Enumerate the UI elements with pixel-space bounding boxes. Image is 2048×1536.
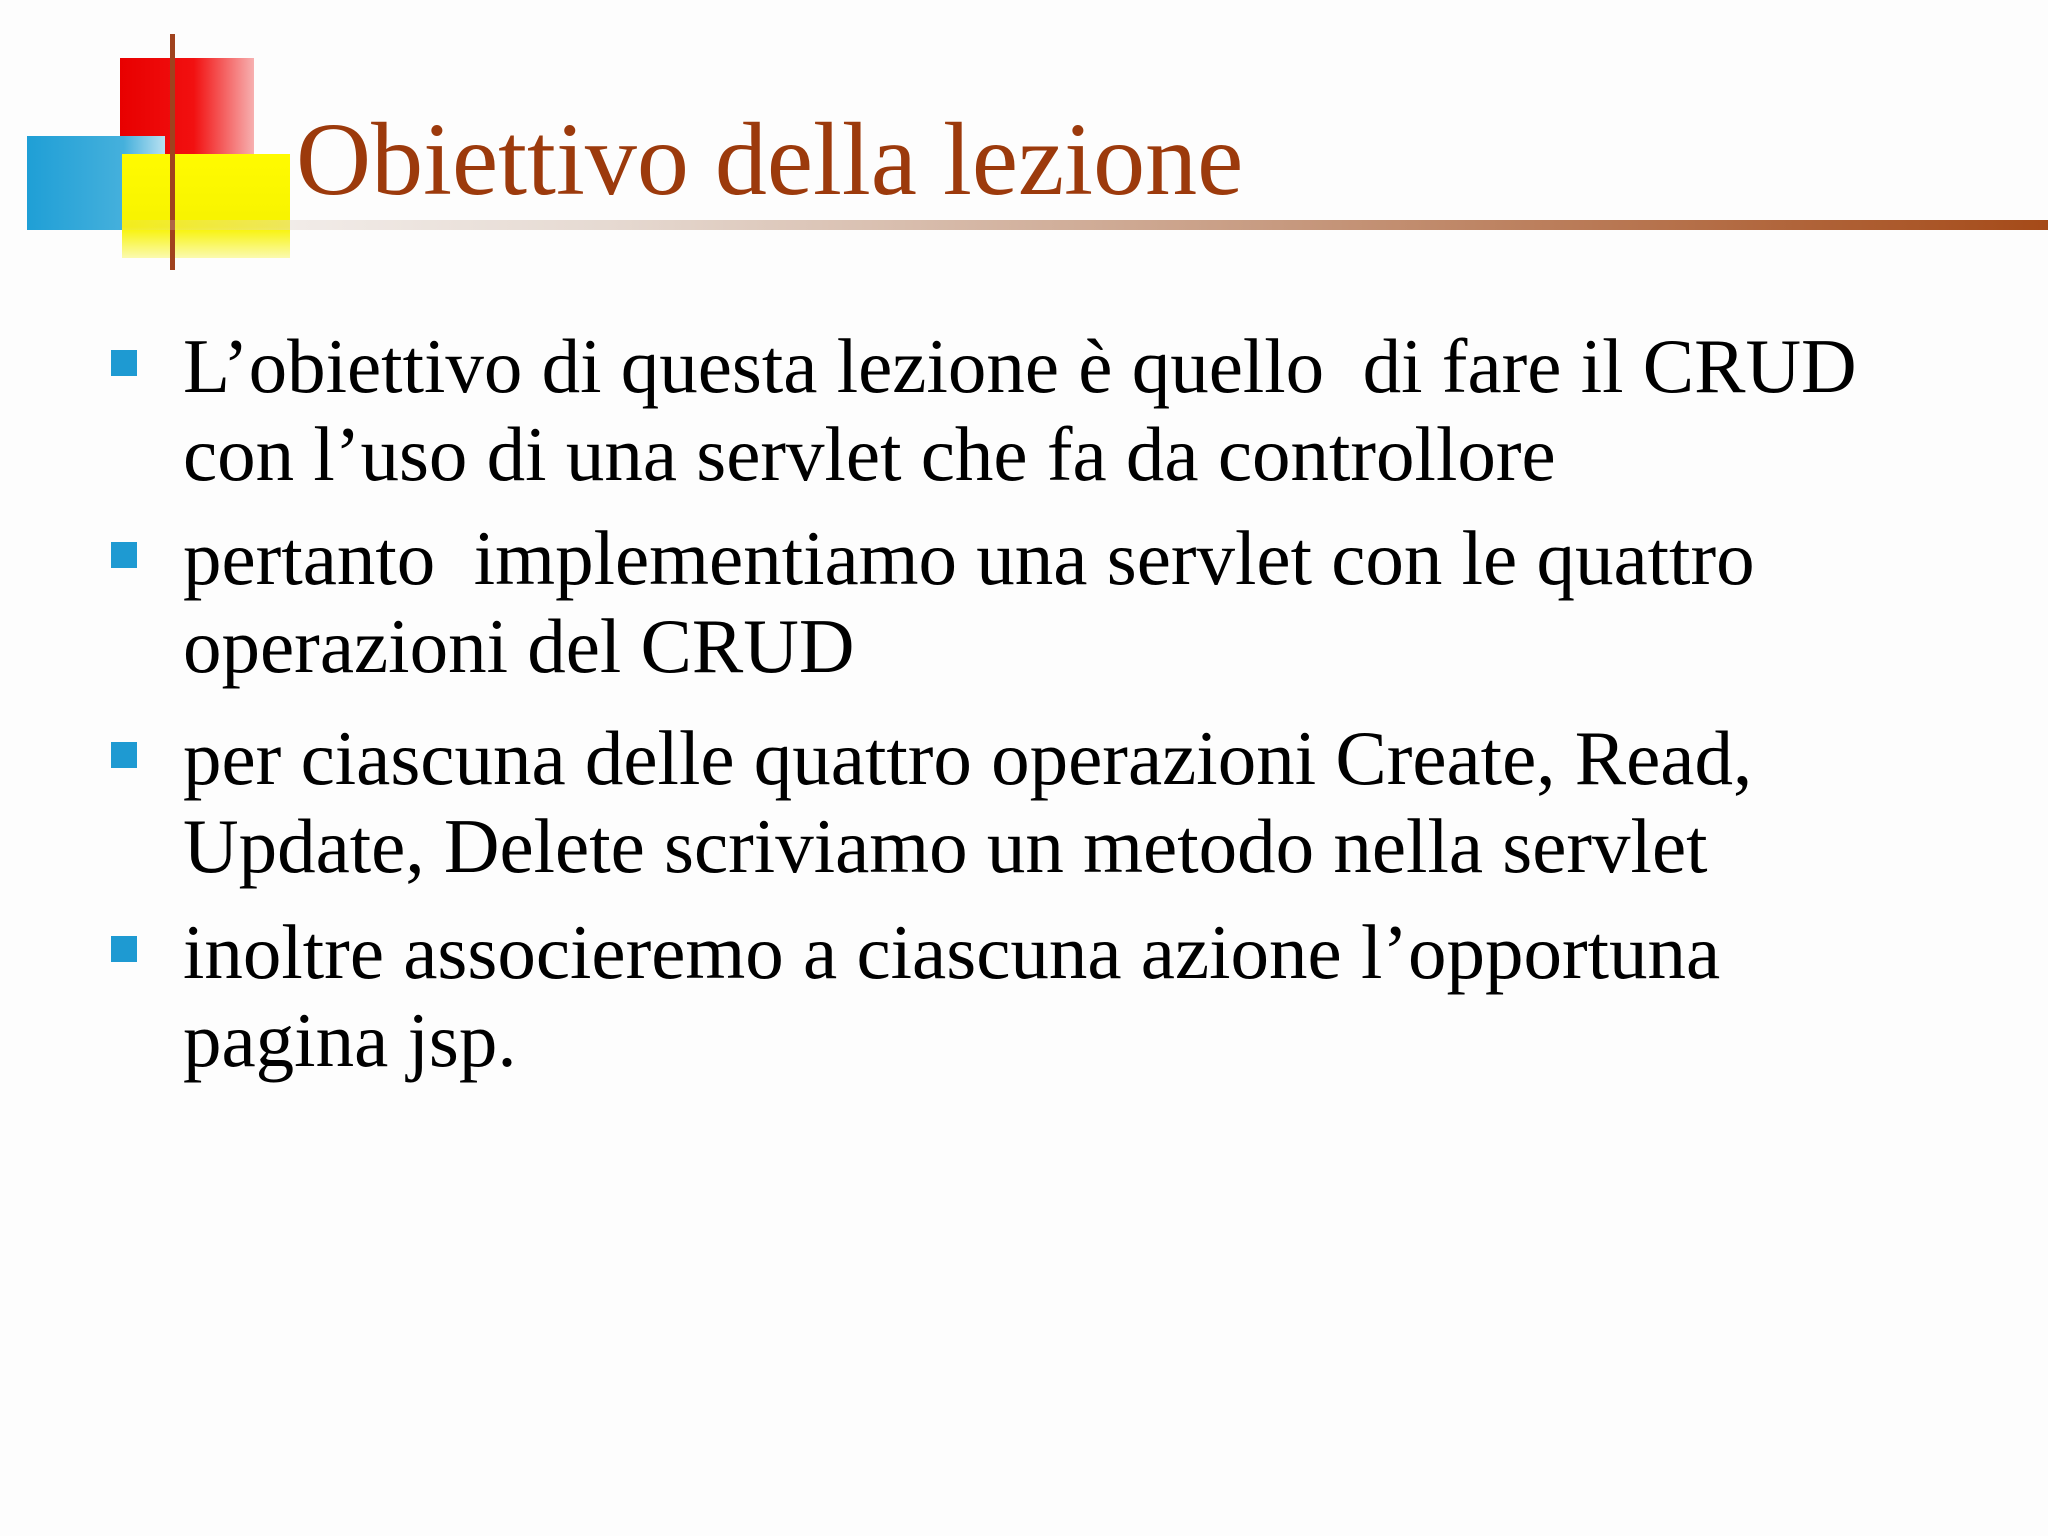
bullet-line: Update, Delete scriviamo un metodo nella servlet (183, 803, 1708, 889)
bullet-line: inoltre associeremo a ciascuna azione l’opportuna (183, 909, 1721, 995)
decor-vertical-rule (170, 34, 175, 270)
bullet-line: pagina jsp. (183, 997, 517, 1083)
square-bullet-icon (111, 350, 137, 376)
bullet-line: per ciascuna delle quattro operazioni Create, Read, (183, 715, 1753, 801)
bullet-line: pertanto implementiamo una servlet con le quattro (183, 515, 1755, 601)
bullet-line: operazioni del CRUD (183, 603, 855, 689)
bullet-line: con l’uso di una servlet che fa da controllore (183, 411, 1556, 497)
slide-title: Obiettivo della lezione (296, 102, 1244, 217)
square-bullet-icon (111, 542, 137, 568)
bullet-line: L’obiettivo di questa lezione è quello di fare il CRUD (183, 323, 1857, 409)
title-underline-rule (122, 220, 2048, 230)
decor-yellow-square (122, 154, 290, 258)
square-bullet-icon (111, 936, 137, 962)
square-bullet-icon (111, 742, 137, 768)
